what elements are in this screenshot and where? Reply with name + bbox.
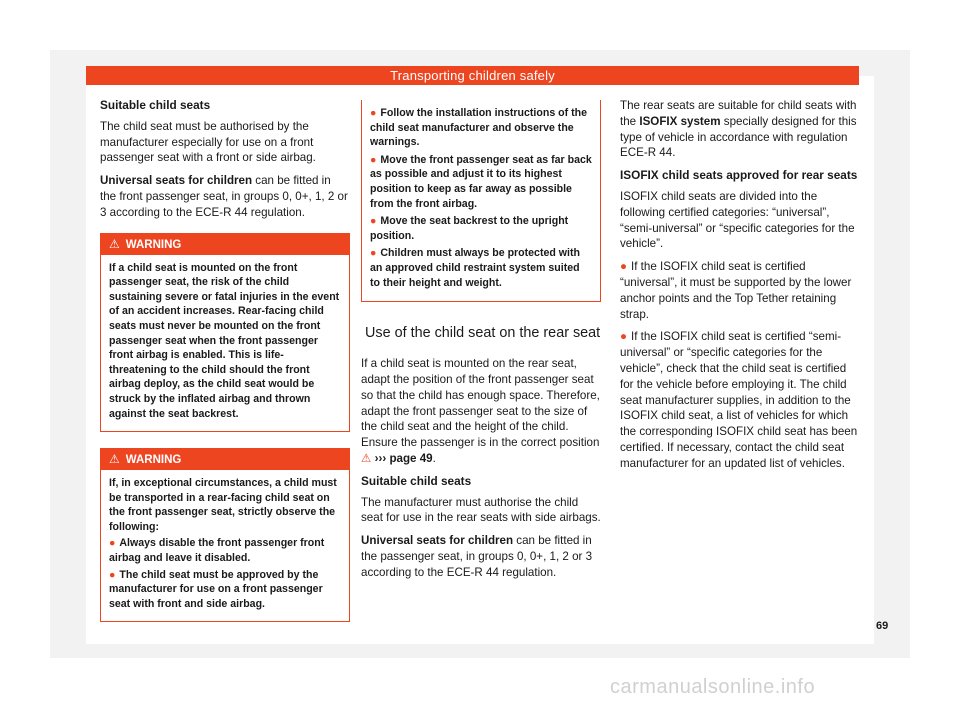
list-item: ● If the ISOFIX child seat is certified “universal”, it must be supported by the lower anchor points and the Top Tether retaining strap. xyxy=(620,260,852,321)
warning-header xyxy=(101,449,349,470)
bullet-icon: ● xyxy=(370,107,377,119)
section-title: Use of the child seat on the rear seat xyxy=(361,322,601,344)
warning-intro: If, in exceptional circumstances, a child must be transported in a rear-facing child seat on the front passenger seat, strictly observe the following: xyxy=(109,477,337,533)
bullet-icon: ● xyxy=(370,247,377,260)
bullet-icon: ● xyxy=(620,330,628,344)
column-2 xyxy=(361,100,601,587)
paragraph: The rear seats are suitable for child seats with the ISOFIX system specially designed for this type of vehicle in accordance with regulation ECE-R 44. xyxy=(620,99,857,160)
bold-term: ISOFIX system xyxy=(639,114,721,128)
bullet-icon: ● xyxy=(109,568,116,581)
bullet-icon: ● xyxy=(109,537,116,550)
warning-text: If a child seat is mounted on the front passenger seat, the risk of the child sustaining severe or fatal injuries in the event of an accident increases. Rear-facing child seats must never be mounted on the front passenger seat when the front passenger front airbag is enabled. This is life-threatening to the child should the front airbag deploy, as the child seat would be struck by the inflated airbag and thrown against the seat backrest. xyxy=(109,261,340,420)
page-header: Transporting children safely xyxy=(86,66,859,85)
warning-header xyxy=(101,234,349,255)
paragraph-text: can be fitted in the front passenger seat, in groups 0, 0+, 1, 2 or 3 according to the ECE-R 44 regulation. xyxy=(100,174,348,219)
page-number: 69 xyxy=(876,620,889,632)
paragraph: Universal seats for children can be fitted in the passenger seat, in groups 0, 0+, 1, 2 or 3 according to the ECE-R 44 regulation. xyxy=(361,534,593,579)
list-item: ● Children must always be protected with an approved child restraint system suited to their height and weight. xyxy=(370,247,580,289)
bold-term: Universal seats for children xyxy=(100,174,253,188)
list-item: ● Always disable the front passenger front airbag and leave it disabled. xyxy=(109,537,325,565)
warning-body xyxy=(101,255,349,432)
list-item: ● The child seat must be approved by the manufacturer for use on a front passenger seat with front and side airbag. xyxy=(109,568,323,610)
bold-term: Universal seats for children xyxy=(361,534,514,548)
column-3 xyxy=(620,98,860,479)
list-item: ● If the ISOFIX child seat is certified “semi-universal” or “specific categories for the vehicle”, check that the child seat is certified for the vehicle before employing it. The child seat manufacturer supplies, in addition to the ISOFIX child seat, a list of vehicles for which the corresponding ISOFIX child seat has been certified. If necessary, contact the child seat manufacturer for an updated list of vehicles. xyxy=(620,330,858,470)
warning-triangle-icon: ⚠ xyxy=(109,452,120,467)
paragraph: ISOFIX child seats are divided into the following certified categories: “universal”, “semi-universal” or “specific categories for the vehicle”. xyxy=(620,189,855,251)
watermark: carmanualsonline.info xyxy=(610,676,816,698)
paragraph xyxy=(100,173,350,220)
list-item: ● Move the front passenger seat as far back as possible and adjust it to its highest position to keep as far away as possible from the front airbag. xyxy=(370,153,592,210)
bullet-icon: ● xyxy=(370,153,377,166)
warning-continuation-box xyxy=(361,100,601,302)
bullet-icon: ● xyxy=(370,215,377,228)
warning-triangle-icon: ⚠ xyxy=(109,236,120,251)
warning-label: WARNING xyxy=(125,238,182,251)
heading-suitable-child-seats: Suitable child seats xyxy=(361,473,472,488)
paragraph: The child seat must be authorised by the manufacturer especially for use on a front passenger seat with a front or side airbag. xyxy=(100,119,316,165)
page-reference-link[interactable]: ››› page 49 xyxy=(374,451,433,465)
paragraph: The manufacturer must authorise the child seat for use in the rear seats with side airbags. xyxy=(361,495,601,525)
list-item: ● Follow the installation instructions of the child seat manufacturer and observe the warnings. xyxy=(370,107,587,149)
warning-label: WARNING xyxy=(125,454,182,467)
column-1 xyxy=(100,98,350,622)
warning-triangle-icon: ⚠ xyxy=(361,451,372,465)
bullet-icon: ● xyxy=(620,260,628,274)
paragraph: If a child seat is mounted on the rear seat, adapt the position of the front passenger seat so that the child has enough space. Therefore, adapt the front passenger seat to the size of the child seat and the height of the child. Ensure the passenger is in the correct position ⚠ ››› page 49. xyxy=(361,357,600,465)
warning-body xyxy=(101,470,349,621)
heading-suitable-child-seats: Suitable child seats xyxy=(100,98,211,112)
list-item: ● Move the seat backrest to the upright position. xyxy=(370,215,569,242)
heading-isofix-rear-seats: ISOFIX child seats approved for rear seats xyxy=(620,168,858,183)
warning-box xyxy=(100,448,350,622)
warning-box xyxy=(100,233,350,433)
